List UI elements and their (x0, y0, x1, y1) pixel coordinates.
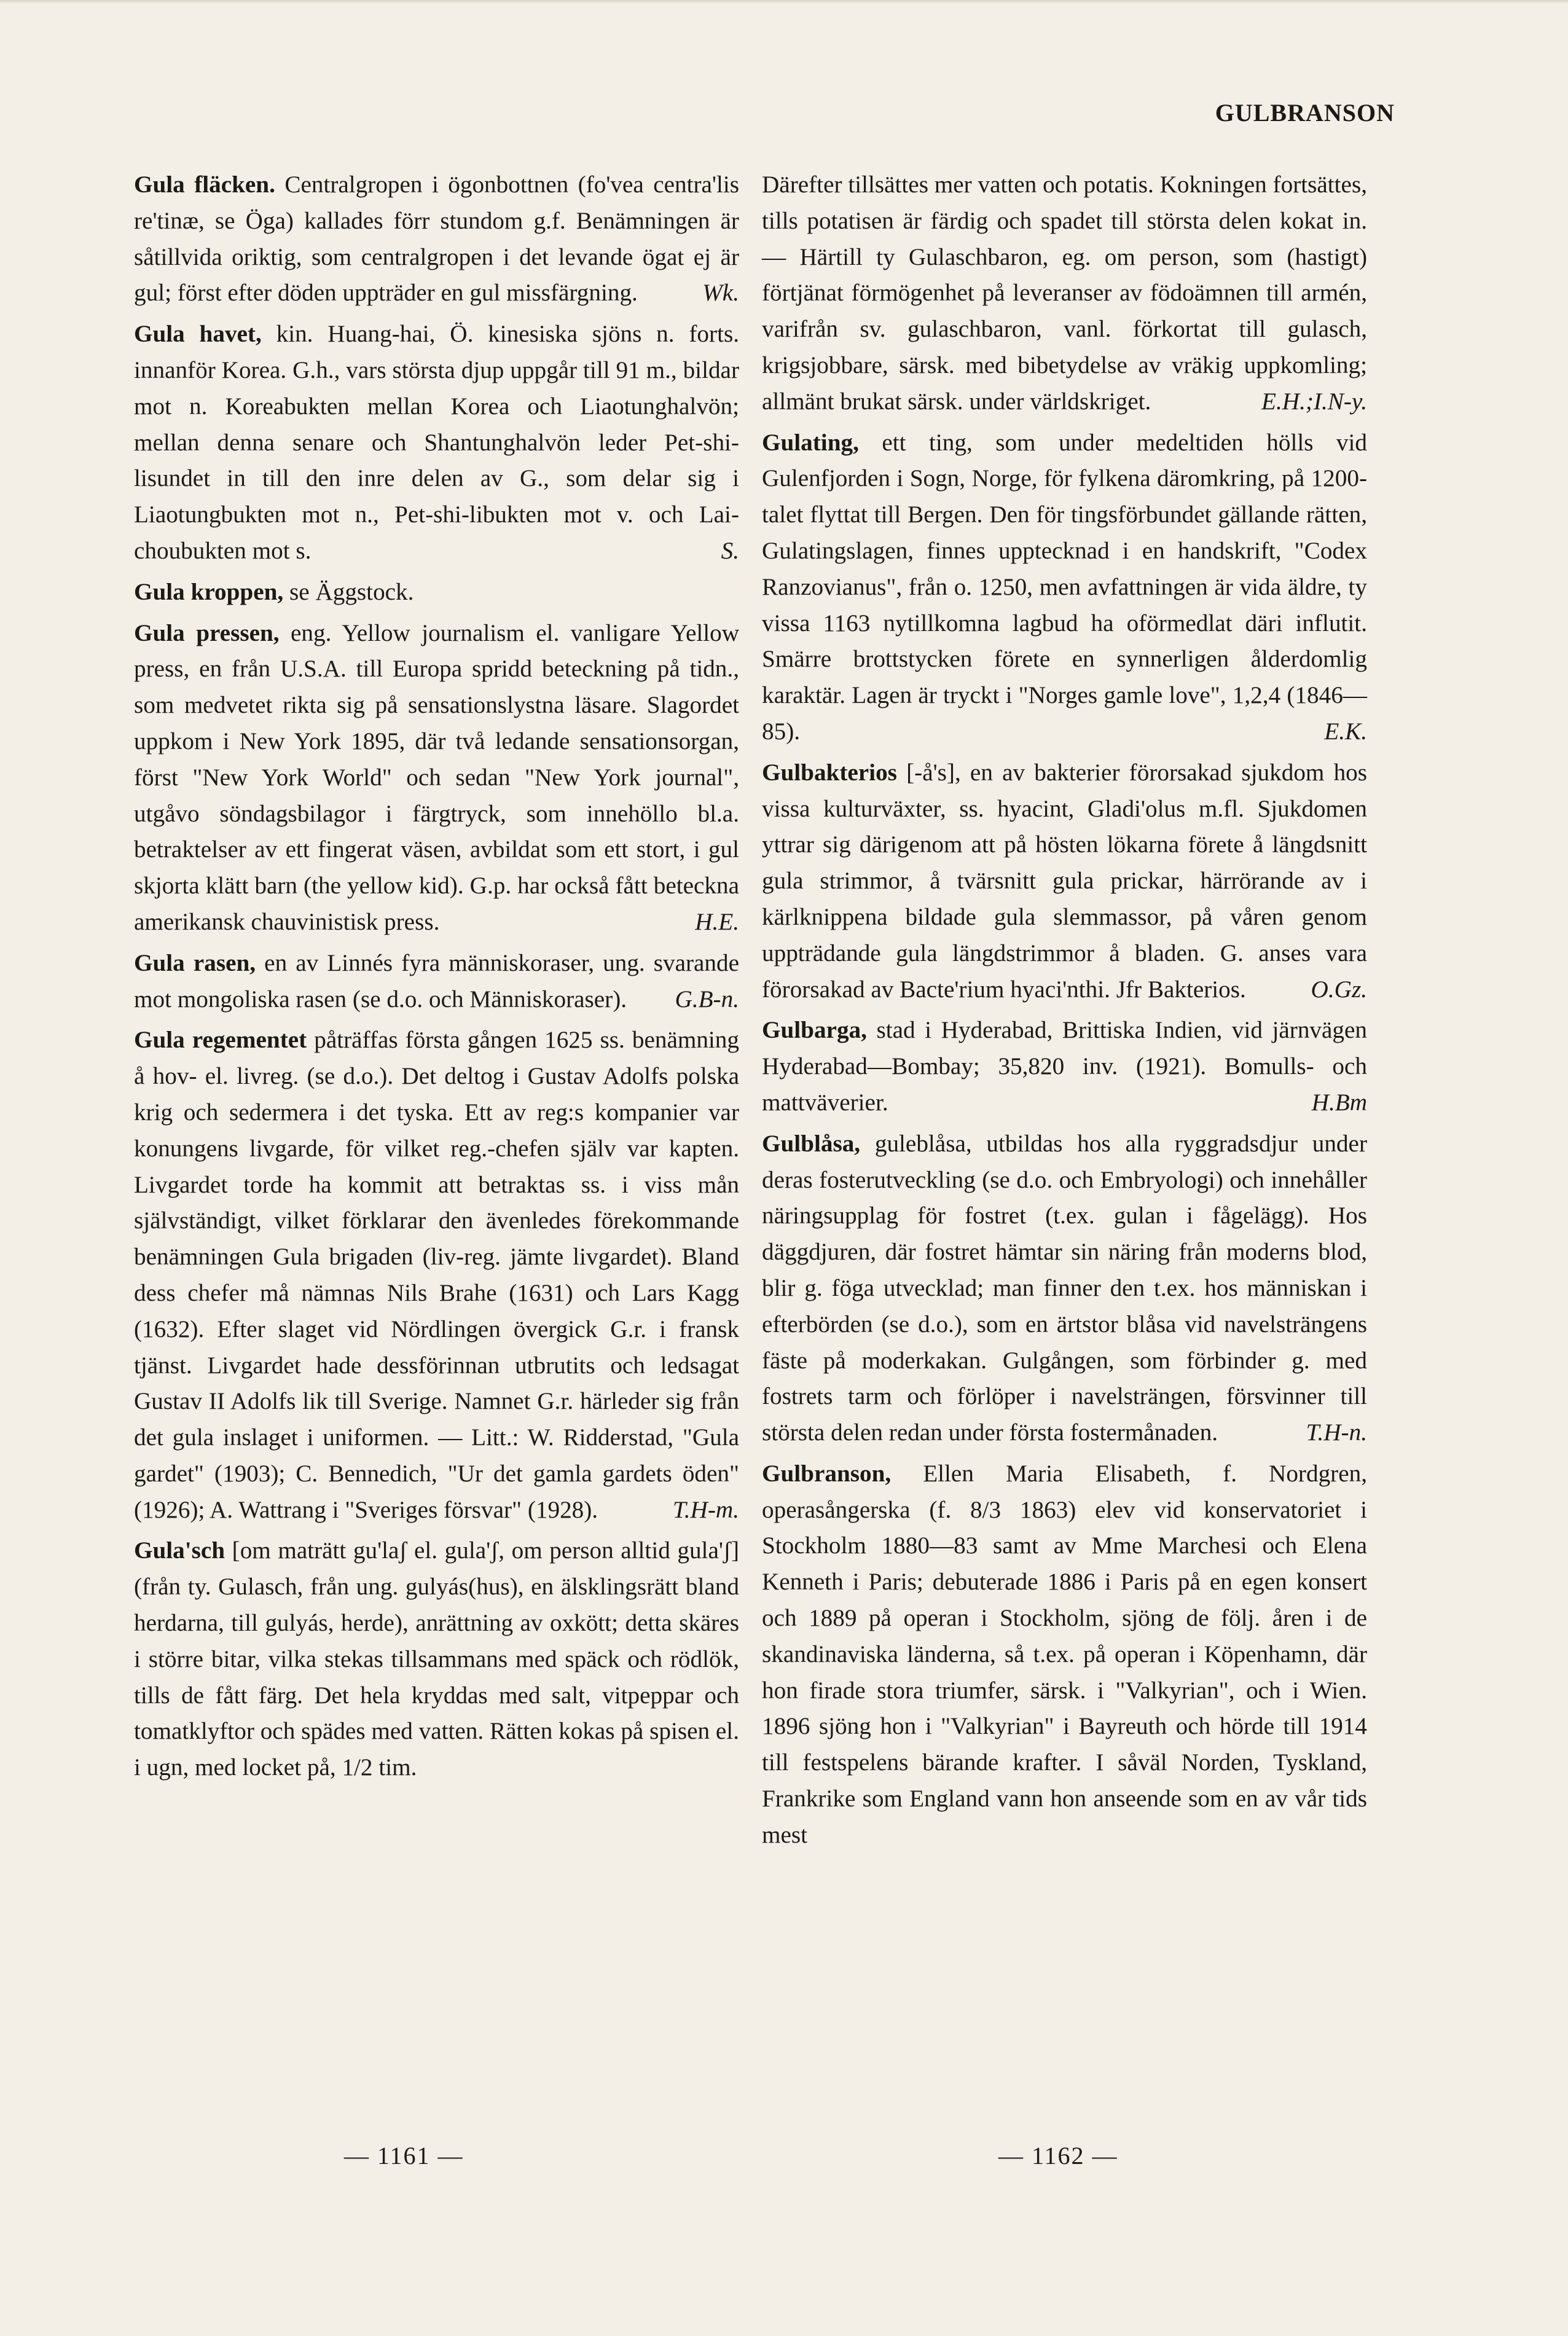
running-head: GULBRANSON (1215, 99, 1395, 127)
entry-headword: Gulbranson, (762, 1460, 892, 1487)
entry-text: Centralgropen i ögonbottnen (fo'vea centra'lis re'tinæ, se Öga) kallades förr stundom g.f. Benämningen är såtillvida oriktig, som centralgropen i det levande ögat ej är gul; först efter döden uppträder en gul missfärgning. (134, 171, 739, 307)
entry-gulasch-continued (762, 167, 1367, 420)
entry-gula-kroppen (134, 574, 739, 611)
entry-signature: O.Gz. (1311, 976, 1367, 1003)
entry-headword: Gulbarga, (762, 1017, 867, 1044)
entry-signature: T.H-m. (672, 1496, 739, 1523)
entry-headword: Gula rasen, (134, 949, 256, 976)
entry-signature: H.E. (695, 908, 739, 935)
entry-text: en av Linnés fyra människoraser, ung. svarande mot mongoliska rasen (se d.o. och Människoraser). (134, 949, 740, 1013)
entry-signature: E.K. (1324, 718, 1367, 745)
entry-signature: H.Bm (1311, 1089, 1367, 1116)
page-top-edge (0, 0, 1568, 4)
entry-text: stad i Hyderabad, Brittiska Indien, vid järnvägen Hyderabad—Bombay; 35,820 inv. (1921). Bomulls- och mattväverier. (762, 1017, 1367, 1116)
entry-headword: Gula'sch (134, 1537, 225, 1564)
entry-headword: Gulblåsa, (762, 1130, 861, 1157)
entry-text: Ellen Maria Elisabeth, f. Nordgren, operasångerska (f. 8/3 1863) elev vid konservatoriet i Stockholm 1880—83 samt av Mme Marchesi och Elena Kenneth i Paris; debuterade 1886 i Paris på en egen konsert och 1889 på operan i Stockholm, sjöng de följ. åren i de skandinaviska länderna, så t.ex. på operan i Köpenhamn, där hon firade stora triumfer, särsk. i "Valkyrian", och i Wien. 1896 sjöng hon i "Valkyrian" i Bayreuth och hörde till 1914 till festspelens bärande krafter. I såväl Norden, Tyskland, Frankrike som England vann hon anseende som en av vår tids mest (762, 1460, 1368, 1848)
entry-signature: T.H-n. (1306, 1419, 1367, 1446)
entry-signature: S. (721, 537, 739, 564)
entry-signature: E.H.;I.N-y. (1261, 388, 1367, 415)
entry-text: [-å's], en av bakterier förorsakad sjukdom hos vissa kulturväxter, ss. hyacint, Gladi'olus m.fl. Sjukdomen yttrar sig därigenom att på hösten lökarna förete å längdsnitt gula strimmor, å tvärsnitt gula prickar, härrörande av i kärlknippena bildade gula slemmassor, på våren genom uppträdande gula längdstrimmor å bladen. G. anses vara förorsakad av Bacte'rium hyaci'nthi. Jfr Bakterios. (762, 759, 1368, 1003)
entry-headword: Gulating, (762, 429, 859, 456)
entry-headword: Gula fläcken. (134, 171, 275, 198)
entry-text: guleblåsa, utbildas hos alla ryggradsdjur under deras fosterutveckling (se d.o. och Embryologi) och innehåller näringsupplag för fostret (t.ex. gulan i fågelägg). Hos däggdjuren, där fostret hämtar sin näring från moderns blod, blir g. föga utvecklad; man finner den t.ex. hos människan i efterbörden (se d.o.), som en ärtstor blåsa vid navelsträngens fäste på moderkakan. Gulgången, som förbinder g. med fostrets tarm och förlöper i navelsträngen, försvinner till största delen redan under första fostermånaden. (762, 1130, 1367, 1446)
entry-headword: Gula kroppen, (134, 578, 284, 605)
entry-headword: Gula pressen, (134, 619, 280, 646)
entry-text: kin. Huang-hai, Ö. kinesiska sjöns n. forts. innanför Korea. G.h., vars största djup uppgår till 91 m., bildar mot n. Koreabukten mellan Korea och Liaotunghalvön; mellan denna senare och Shantunghalvön leder Pet-shi-lisundet in till den inre delen av G., som delar sig i Liaotungbukten mot n., Pet-shi-libukten mot v. och Lai-choubukten mot s. (134, 321, 740, 564)
entry-gulbranson (762, 1456, 1367, 1854)
page-number-right: — 1162 — (998, 2142, 1118, 2169)
entry-text: ett ting, som under medeltiden hölls vid Gulenfjorden i Sogn, Norge, för fylkena däromkring, på 1200-talet flyttat till Bergen. Den för tingsförbundet gällande rätten, Gulatingslagen, finnes upptecknad i en handskrift, "Codex Ranzovianus", från o. 1250, men avfattningen är vida äldre, ty vissa 1163 nytillkomna lagbud ha oförmedlat däri influtit. Smärre brottstycken förete en synnerligen ålderdomlig karaktär. Lagen är tryckt i "Norges gamle love", 1,2,4 (1846—85). (762, 429, 1368, 745)
entry-headword: Gulbakterios (762, 759, 897, 786)
entry-text: eng. Yellow journalism el. vanligare Yellow press, en från U.S.A. till Europa spridd beteckning på tidn., som medvetet rikta sig på sensationslystna läsare. Slagordet uppkom i New York 1895, där två ledande sensationsorgan, först "New York World" och sedan "New York journal", utgåvo söndagsbilagor i färgtryck, som innehöllo bl.a. betraktelser av ett fingerat väsen, avbildat som ett stort, i gul skjorta klätt barn (the yellow kid). G.p. har också fått beteckna amerikansk chauvinistisk press. (134, 619, 740, 935)
entry-gula-havet (134, 316, 739, 570)
entry-gula-flacken (134, 167, 739, 312)
entry-gula-regementet (134, 1022, 739, 1528)
entry-text: se Äggstock. (289, 578, 414, 605)
entry-gula-rasen (134, 946, 739, 1018)
entry-gulblasa (762, 1126, 1367, 1451)
entry-headword: Gula regementet (134, 1027, 307, 1054)
left-column (134, 167, 739, 1791)
entry-gulasch (134, 1533, 739, 1786)
right-column (762, 167, 1367, 1859)
entry-text: påträffas första gången 1625 ss. benämning å hov- el. livreg. (se d.o.). Det deltog i Gustav Adolfs polska krig och sedermera i det tyska. Ett av reg:s kompanier var konungens livgarde, för vilket reg.-chefen själv var kapten. Livgardet torde ha kommit att betraktas ss. i viss mån självständigt, vilket förklarar den ävenledes förekommande benämningen Gula brigaden (liv-reg. jämte livgardet). Bland dess chefer må nämnas Nils Brahe (1631) och Lars Kagg (1632). Efter slaget vid Nördlingen övergick G.r. i fransk tjänst. Livgardet hade dessförinnan utbrutits och ledsagat Gustav II Adolfs lik till Sverige. Namnet G.r. härleder sig från det gula inslaget i uniformen. — Litt.: W. Ridderstad, "Gula gardet" (1903); C. Bennedich, "Ur det gamla gardets öden" (1926); A. Wattrang i "Sveriges försvar" (1928). (134, 1027, 739, 1523)
entry-gulating (762, 425, 1367, 750)
entry-text: [om maträtt gu'laʃ el. gula'ʃ, om person alltid gula'ʃ] (från ty. Gulasch, från ung. gulyás(hus), en älsklingsrätt bland herdarna, till gulyás, herde), anrättning av oxkött; detta skäres i större bitar, vilka stekas tillsammans med späck och rödlök, tills de fått färg. Det hela kryddas med salt, vitpeppar och tomatklyftor och spädes med vatten. Rätten kokas på spisen el. i ugn, med locket på, 1/2 tim. (134, 1537, 739, 1781)
entry-signature: Wk. (702, 280, 739, 307)
entry-gula-pressen (134, 616, 739, 941)
entry-headword: Gula havet, (134, 321, 262, 348)
entry-gulbarga (762, 1013, 1367, 1121)
entry-gulbakterios (762, 755, 1367, 1008)
entry-signature: G.B-n. (675, 986, 739, 1013)
entry-text: Därefter tillsättes mer vatten och potatis. Kokningen fortsättes, tills potatisen är färdig och spadet till största delen kokat in. — Härtill ty Gulaschbaron, eg. om person, som (hastigt) förtjänat förmögenhet på leveranser av födoämnen till armén, varifrån sv. gulaschbaron, vanl. förkortat till gulasch, krigsjobbare, särsk. med bibetydelse av vräkig uppkomling; allmänt brukat särsk. under världskriget. (762, 171, 1367, 415)
page-number-left: — 1161 — (344, 2142, 464, 2169)
